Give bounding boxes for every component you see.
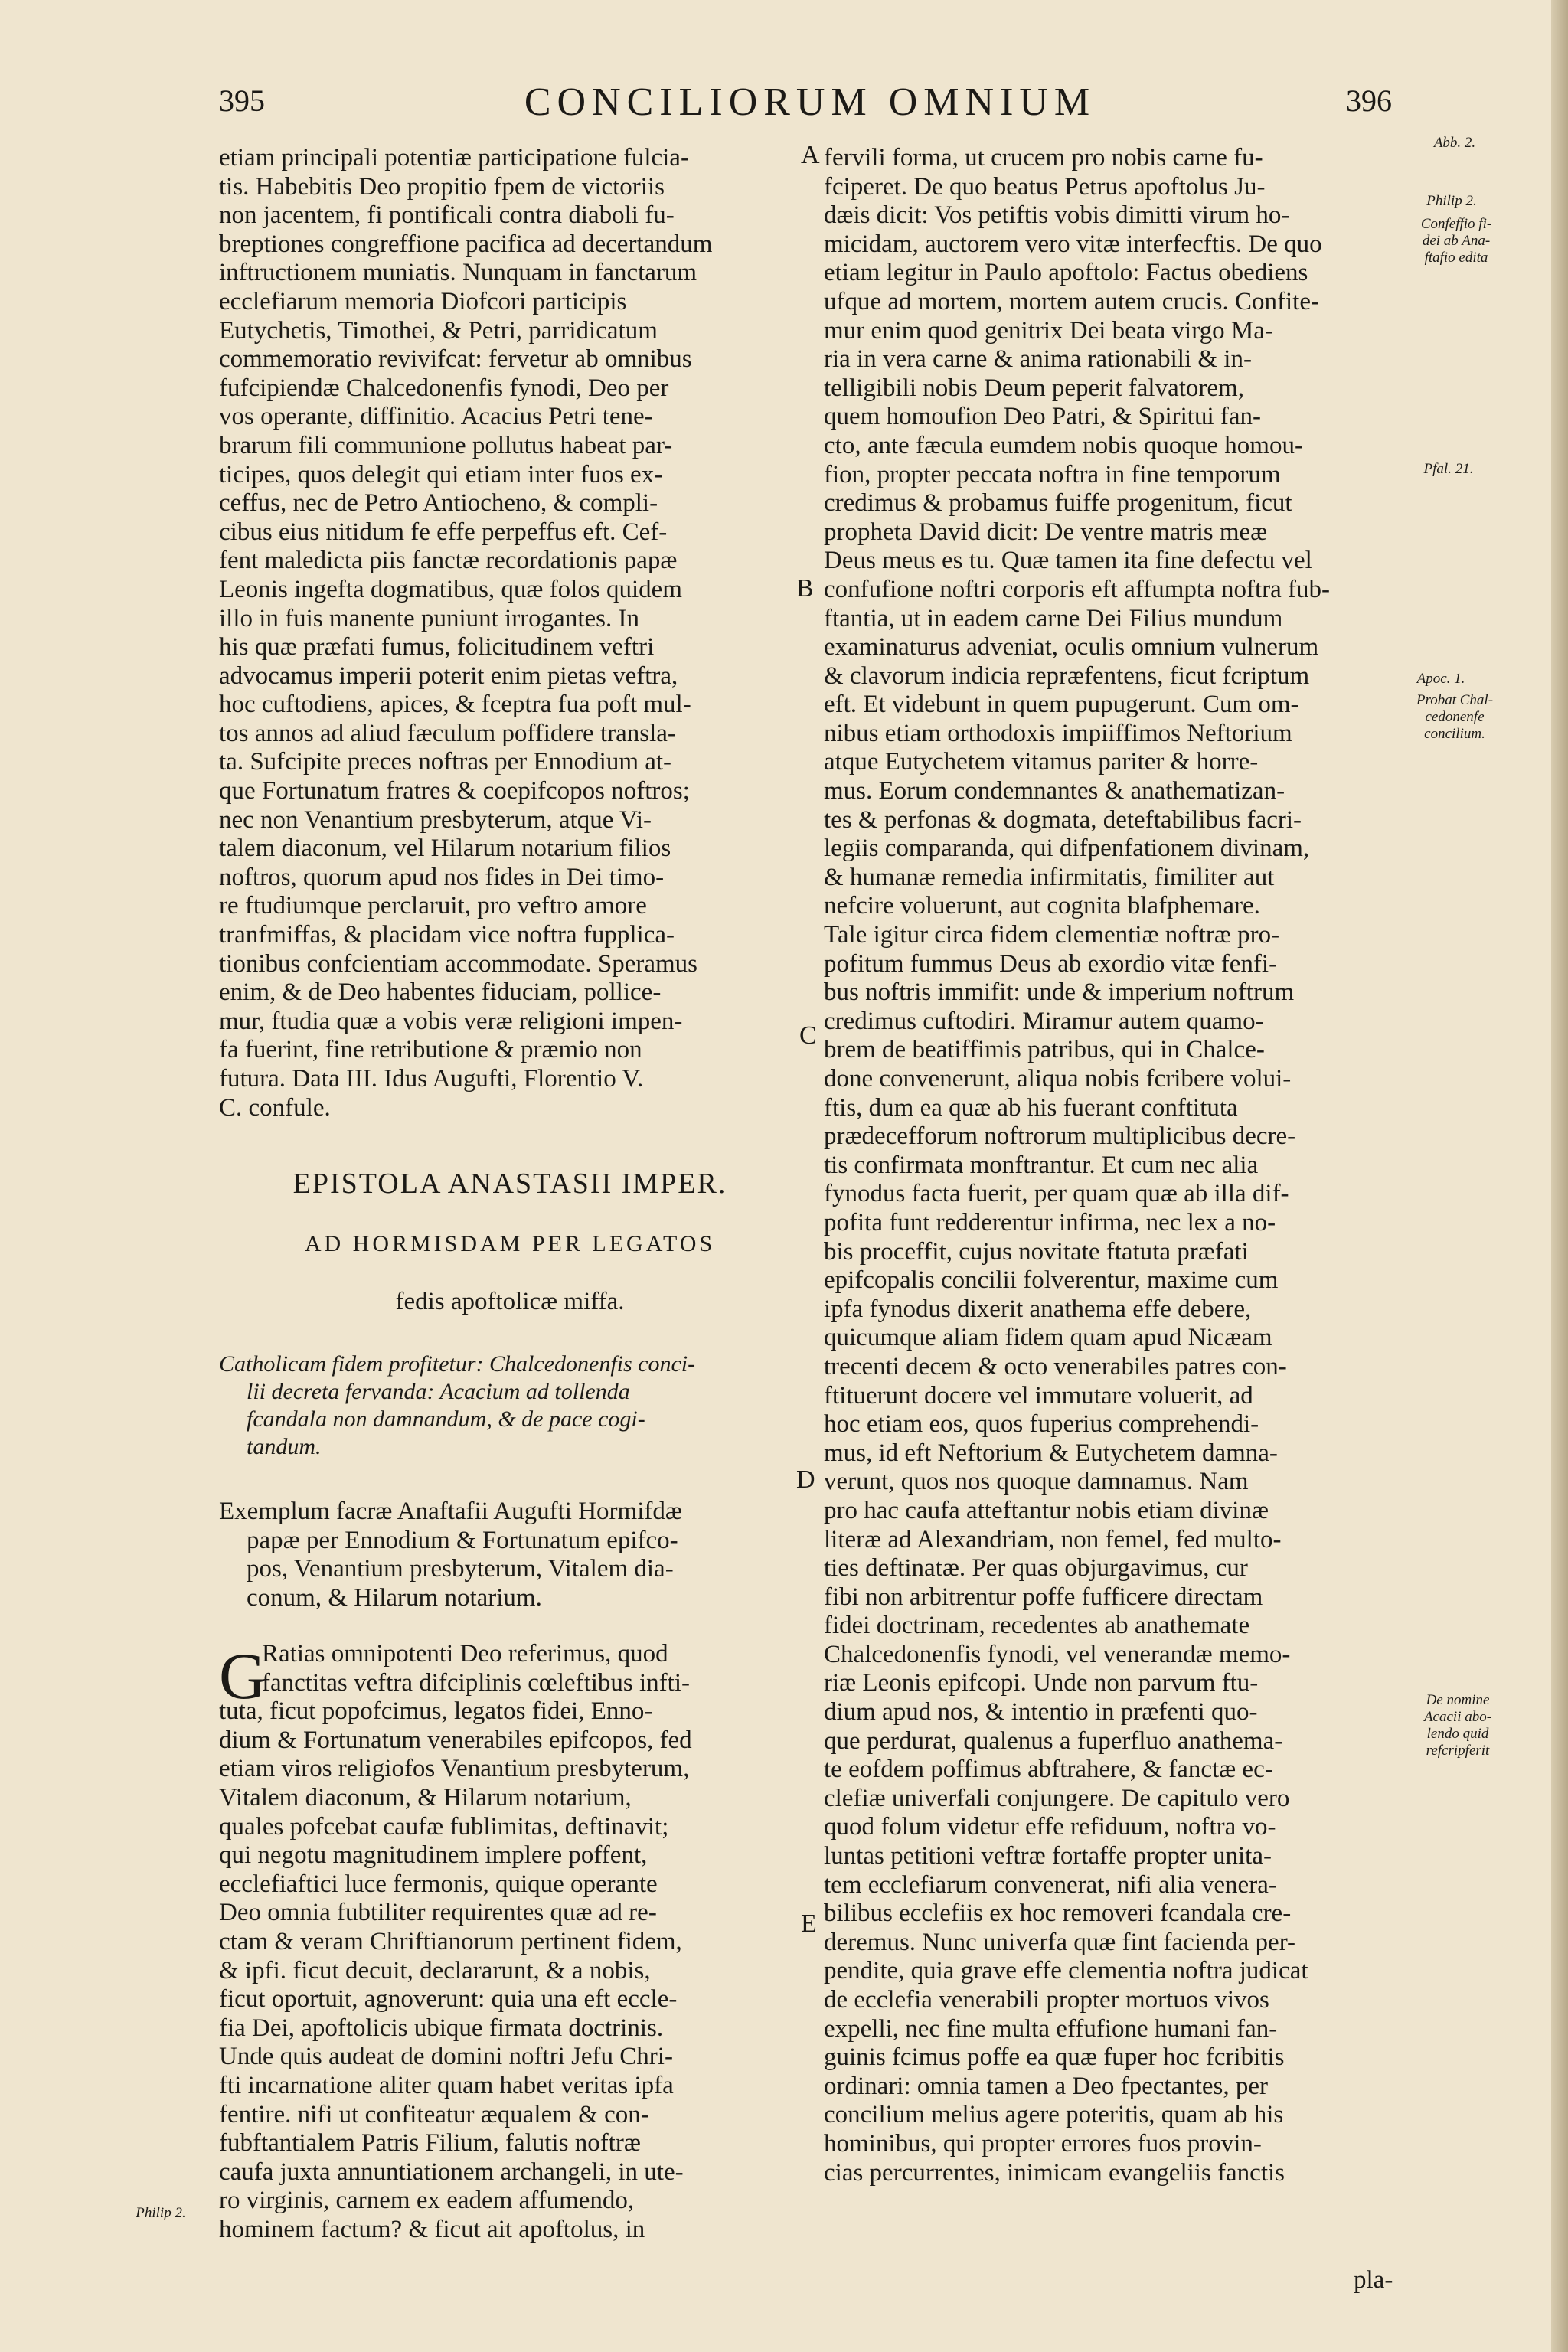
text-line: nibus etiam orthodoxis impiiffimos Neftorium: [824, 719, 1292, 747]
text-line: vos operante, diffinitio. Acacius Petri tene-: [219, 403, 653, 431]
exemplum-line: papæ per Ennodium & Fortunatum epifco-: [247, 1526, 678, 1554]
text-line: tos annos ad aliud fæculum poffidere transla-: [219, 719, 676, 747]
left-column-text: [219, 144, 801, 1122]
margin-note-philip: [1406, 193, 1498, 210]
section-letter-d: D: [796, 1465, 815, 1494]
text-line: fa fuerint, fine retributione & præmio non: [219, 1036, 642, 1064]
text-line: & humanæ remedia infirmitatis, fimiliter aut: [824, 863, 1275, 891]
text-line: prædecefforum noftrorum multiplicibus decre-: [824, 1122, 1296, 1151]
text-line: ipfa fynodus dixerit anathema effe debere,: [824, 1295, 1252, 1323]
margin-note-line: Confeffio fi-: [1420, 216, 1492, 232]
margin-note-line: Probat Chal-: [1416, 692, 1494, 708]
exemplum-line: pos, Venantium presbyterum, Vitalem dia-: [247, 1555, 674, 1583]
text-line: bis proceffit, cujus novitate ftatuta præfati: [824, 1237, 1249, 1266]
text-line: pro hac caufa atteftantur nobis etiam divinæ: [824, 1496, 1269, 1524]
drop-cap: G: [219, 1639, 267, 1713]
margin-note-line: Acacii abo-: [1423, 1709, 1492, 1725]
text-line: commemoratio revivifcat: fervetur ab omnibus: [219, 345, 692, 374]
text-line: hoc etiam eos, quos fuperius comprehendi-: [824, 1410, 1259, 1439]
text-line: credimus cuftodiri. Miramur autem quamo-: [824, 1007, 1264, 1035]
text-line: ceffus, nec de Petro Antiocheno, & compli-: [219, 489, 658, 518]
body-line: ecclefiaftici luce fermonis, quique operante: [219, 1870, 658, 1898]
text-line: Deus meus es tu. Quæ tamen ita fine defectu vel: [824, 547, 1312, 575]
text-line: verunt, quos nos quoque damnamus. Nam: [824, 1468, 1249, 1496]
text-line: tionibus confcientiam accommodate. Speramus: [219, 949, 697, 978]
page-gutter: [1551, 0, 1568, 2352]
text-line: ria in vera carne & anima rationabili & in-: [824, 345, 1252, 374]
body-line: ro virginis, carnem ex eadem affumendo,: [219, 2187, 635, 2215]
body-line: caufa juxta annuntiationem archangeli, in ute-: [219, 2158, 684, 2186]
body-line: fubftantialem Patris Filium, falutis noftræ: [219, 2129, 641, 2158]
text-line: atque Eutychetem vitamus pariter & horre-: [824, 748, 1259, 776]
text-line: quod folum videtur effe refiduum, noftra vo-: [824, 1813, 1276, 1841]
text-line: ftantia, ut in eadem carne Dei Filius mundum: [824, 604, 1283, 632]
text-line: re ftudiumque perclaruit, pro veftro amore: [219, 892, 647, 920]
margin-note-line: De nomine: [1426, 1692, 1490, 1708]
epistola-exemplum: [219, 1498, 801, 1612]
body-line: Ratias omnipotenti Deo referimus, quod: [262, 1640, 668, 1668]
epistola-body: [219, 1640, 801, 2244]
page-number-right: 396: [1346, 83, 1392, 118]
text-line: ties deftinatæ. Per quas objurgavimus, cur: [824, 1554, 1248, 1583]
text-line: etiam legitur in Paulo apoftolo: Factus obediens: [824, 259, 1308, 287]
text-line: etiam principali potentiæ participatione fulcia-: [219, 144, 689, 172]
text-line: brem de beatiffimis patribus, qui in Chalce-: [824, 1036, 1265, 1064]
text-line: quicumque aliam fidem quam apud Nicæam: [824, 1324, 1272, 1352]
text-line: fion, propter peccata noftra in fine temporum: [824, 460, 1281, 488]
text-line: fibi non arbitrentur poffe fufficere directam: [824, 1583, 1263, 1611]
margin-note-line: Pfal. 21.: [1423, 461, 1474, 477]
text-line: confufione noftri corporis eft affumpta noftra fub-: [824, 575, 1330, 603]
section-letter-b: B: [796, 574, 814, 603]
body-line: & ipfi. ficut decuit, declararunt, & a nobis,: [219, 1956, 651, 1984]
text-line: te eofdem poffimus abftrahere, & fanctæ ec-: [824, 1756, 1273, 1784]
text-line: fciperet. De quo beatus Petrus apoftolus Ju-: [824, 172, 1266, 201]
text-line: que Fortunatum fratres & coepifcopos noftros;: [219, 777, 690, 805]
text-line: legiis comparanda, qui difpenfationem divinam,: [824, 835, 1310, 863]
text-line: cto, ante fæcula eumdem nobis quoque homou-: [824, 431, 1303, 459]
text-line: ticipes, quos delegit qui etiam inter fuos ex-: [219, 460, 663, 488]
text-line: literæ ad Alexandriam, non femel, fed multo-: [824, 1525, 1282, 1553]
margin-note-psal: [1403, 461, 1494, 478]
epistola-title: EPISTOLA ANASTASII IMPER.: [292, 1168, 727, 1200]
text-line: trecenti decem & octo venerabiles patres con-: [824, 1352, 1287, 1380]
text-line: clefiæ univerfali conjungere. De capitulo vero: [824, 1784, 1290, 1812]
text-line: hominibus, qui propter errores fuos provin-: [824, 2129, 1262, 2158]
text-line: ecclefiarum memoria Diofcori participis: [219, 287, 627, 315]
body-line: etiam viros religiofos Venantium presbyterum,: [219, 1755, 690, 1783]
text-line: done convenerunt, aliqua nobis fcribere volui-: [824, 1065, 1292, 1093]
margin-note-line: dei ab Ana-: [1422, 233, 1491, 249]
text-line: brarum fili communione pollutus habeat par-: [219, 431, 673, 459]
text-line: cias percurrentes, inimicam evangeliis fanctis: [824, 2158, 1285, 2187]
text-line: telligibili nobis Deum peperit falvatorem,: [824, 374, 1244, 402]
margin-note-nomine: [1404, 1692, 1511, 1759]
body-line: fia Dei, apoftolicis ubique firmata doctrinis.: [219, 2014, 664, 2042]
text-line: non jacentem, fi pontificali contra diaboli fu-: [219, 201, 675, 230]
section-letter-a: A: [801, 141, 820, 169]
text-line: Eutychetis, Timothei, & Petri, parridicatum: [219, 316, 658, 345]
section-letter-c: C: [799, 1021, 817, 1050]
body-line: fentire. nifi ut confiteatur æqualem & con-: [219, 2100, 649, 2128]
text-line: eft. Et videbunt in quem pupugerunt. Cum om-: [824, 691, 1299, 719]
text-line: mur enim quod genitrix Dei beata virgo Ma-: [824, 316, 1273, 345]
exemplum-line: Exemplum facræ Anaftafii Augufti Hormifdæ: [219, 1498, 682, 1525]
exemplum-line: conum, & Hilarum notarium.: [247, 1583, 542, 1612]
text-line: illo in fuis manente puniunt irrogantes. In: [219, 604, 639, 632]
text-line: examinaturus adveniat, oculis omnium vulnerum: [824, 633, 1319, 662]
text-line: fent maledicta piis fanctæ recordationis papæ: [219, 547, 678, 575]
text-line: ordinari: omnia tamen a Deo fpectantes, per: [824, 2072, 1269, 2100]
text-line: ftis, dum ea quæ ab his fuerant conftituta: [824, 1093, 1238, 1122]
text-line: his quæ præfati fumus, folicitudinem veftri: [219, 633, 655, 662]
text-line: ftituerunt docere vel immutare voluerit, ad: [824, 1381, 1253, 1410]
text-line: advocamus imperii poterit enim pietas veftra,: [219, 662, 678, 690]
text-line: epifcopalis concilii folverentur, maxime cum: [824, 1266, 1279, 1295]
margin-note-confessio: [1403, 216, 1510, 266]
text-line: nec non Venantium presbyterum, atque Vi-: [219, 805, 652, 834]
margin-note-line: cedonenfe: [1425, 709, 1485, 725]
text-line: pofitum fummus Deus ab exordio vitæ fenfi-: [824, 949, 1278, 978]
body-line: ficut oportuit, agnoverunt: quia una eft eccle-: [219, 1985, 678, 2014]
body-line: Unde quis audeat de domini noftri Jefu Chri-: [219, 2043, 673, 2071]
section-letter-e: E: [801, 1909, 817, 1938]
margin-note-line: concilium.: [1424, 726, 1485, 742]
text-line: talem diaconum, vel Hilarum notarium filios: [219, 835, 671, 863]
text-line: dium apud nos, & intentio in præfenti quo-: [824, 1698, 1258, 1726]
text-line: breptiones congreffione pacifica ad decertandum: [219, 230, 713, 258]
text-line: dæis dicit: Vos petiftis vobis dimitti virum ho-: [824, 201, 1290, 230]
text-line: Leonis ingefta dogmatibus, quæ folos quidem: [219, 575, 682, 603]
catchword: pla-: [1354, 2266, 1393, 2294]
margin-note-line: Apoc. 1.: [1416, 671, 1465, 687]
margin-note-apoc: [1395, 671, 1487, 688]
running-title: CONCILIORUM OMNIUM: [524, 80, 1096, 124]
text-line: fervili forma, ut crucem pro nobis carne fu-: [824, 144, 1263, 172]
text-line: fynodus facta fuerit, per quam quæ ab illa dif-: [824, 1180, 1289, 1208]
right-column-text: [824, 144, 1413, 2187]
margin-note-line: lendo quid: [1426, 1726, 1489, 1742]
body-line: tuta, ficut popofcimus, legatos fidei, Enno-: [219, 1697, 653, 1726]
text-line: pendite, quia grave effe clementia noftra judicat: [824, 1957, 1308, 1985]
text-line: credimus & probamus fuiffe progenitum, ficut: [824, 489, 1292, 518]
margin-note-line: ftafio edita: [1424, 250, 1488, 266]
text-line: tis. Habebitis Deo propitio fpem de victoriis: [219, 172, 665, 201]
text-line: mur, ftudia quæ a vobis veræ religioni impen-: [219, 1007, 683, 1035]
text-line: micidam, auctorem vero vitæ interfecftis. De quo: [824, 230, 1322, 258]
text-line: ta. Sufcipite preces noftras per Ennodium at-: [219, 748, 672, 776]
text-line: riæ Leonis epifcopi. Unde non parvum ftu-: [824, 1669, 1259, 1697]
text-line: Tale igitur circa fidem clementiæ noftræ pro-: [824, 921, 1280, 949]
margin-note-probat: [1401, 692, 1508, 743]
text-line: Chalcedonenfis fynodi, vel venerandæ memo-: [824, 1640, 1291, 1668]
body-line: ctam & veram Chriftianorum pertinent fidem,: [219, 1927, 682, 1955]
text-line: ufque ad mortem, mortem autem crucis. Confite-: [824, 287, 1319, 315]
text-line: bilibus ecclefiis ex hoc removeri fcandala cre-: [824, 1900, 1292, 1928]
text-line: futura. Data III. Idus Augufti, Florentio V.: [219, 1065, 644, 1093]
text-line: de ecclefia venerabili propter mortuos vivos: [824, 1986, 1269, 2014]
body-line: fanctitas veftra difciplinis cœleftibus infti-: [262, 1668, 690, 1697]
body-line: fti incarnatione aliter quam habet veritas ipfa: [219, 2071, 674, 2099]
text-line: & clavorum indicia repræfentens, ficut fcriptum: [824, 662, 1310, 690]
summary-line: Catholicam fidem profitetur: Chalcedonenfis conci-: [219, 1351, 696, 1377]
summary-line: tandum.: [247, 1434, 322, 1459]
text-line: mus, id eft Neftorium & Eutychetem damna-: [824, 1439, 1278, 1467]
text-line: concilium melius agere poteritis, quam ab his: [824, 2101, 1284, 2129]
text-line: guinis fcimus poffe ea quæ fuper hoc fcribitis: [824, 2043, 1285, 2072]
margin-note-line: Philip 2.: [136, 2205, 186, 2221]
text-line: que perdurat, qualenus a fuperfluo anathema-: [824, 1726, 1283, 1755]
text-line: pofita funt redderentur infirma, nec lex a no-: [824, 1208, 1276, 1236]
margin-note-philip-left: [115, 2205, 207, 2222]
text-line: cibus eius nitidum fe effe perpeffus eft. Cef-: [219, 518, 668, 546]
epistola-summary: [219, 1351, 801, 1461]
summary-line: lii decreta fervanda: Acacium ad tollenda: [247, 1379, 630, 1404]
text-line: nefcire voluerunt, aut cognita blafphemare.: [824, 892, 1260, 920]
text-line: propheta David dicit: De ventre matris meæ: [824, 518, 1268, 546]
text-line: tes & perfonas & dogmata, deteftabilibus facri-: [824, 805, 1302, 834]
margin-note-abb: [1409, 135, 1501, 152]
text-line: hoc cuftodiens, apices, & fceptra fua poft mul-: [219, 691, 691, 719]
text-line: tranfmiffas, & placidam vice noftra fupplica-: [219, 921, 675, 949]
text-line: deremus. Nunc univerfa quæ fint facienda per-: [824, 1928, 1296, 1956]
text-line: inftructionem muniatis. Nunquam in fanctarum: [219, 259, 697, 287]
text-line: expelli, nec fine multa effufione humani fan-: [824, 2014, 1278, 2043]
text-line: fidei doctrinam, recedentes ab anathemate: [824, 1612, 1250, 1640]
text-line: quem homoufion Deo Patri, & Spiritui fan-: [824, 403, 1262, 431]
text-line: fufcipiendæ Chalcedonenfis fynodi, Deo per: [219, 374, 669, 402]
page-number-left: 395: [219, 83, 265, 118]
body-line: Vitalem diaconum, & Hilarum notarium,: [219, 1783, 632, 1811]
summary-line: fcandala non damnandum, & de pace cogi-: [247, 1406, 645, 1432]
body-line: hominem factum? & ficut ait apoftolus, in: [219, 2215, 645, 2243]
body-line: qui negotu magnitudinem implere poffent,: [219, 1841, 648, 1870]
text-line: C. confule.: [219, 1093, 331, 1122]
text-line: mus. Eorum condemnantes & anathematizan-: [824, 777, 1285, 805]
text-line: bus noftris immifit: unde & imperium noftrum: [824, 978, 1295, 1007]
text-line: noftros, quorum apud nos fides in Dei timo-: [219, 863, 665, 891]
epistola-subtitle: AD HORMISDAM PER LEGATOS: [304, 1231, 716, 1256]
body-line: quales pofcebat caufæ fublimitas, deftinavit;: [219, 1812, 669, 1841]
text-line: enim, & de Deo habentes fiduciam, pollice-: [219, 978, 662, 1007]
body-line: dium & Fortunatum venerabiles epifcopos, fed: [219, 1726, 692, 1754]
margin-note-line: Philip 2.: [1426, 193, 1477, 209]
epistola-subtitle-line2: fedis apoftolicæ miffa.: [395, 1288, 625, 1315]
body-line: Deo omnia fubtiliter requirentes quæ ad re-: [219, 1899, 657, 1927]
margin-note-line: refcripferit: [1426, 1743, 1490, 1759]
text-line: tis confirmata monftrantur. Et cum nec alia: [824, 1151, 1259, 1179]
text-line: tem ecclefiarum convenerat, nifi alia venera-: [824, 1870, 1277, 1899]
text-line: luntas petitioni veftræ fortaffe propter unita-: [824, 1842, 1272, 1870]
margin-note-line: Abb. 2.: [1433, 135, 1476, 151]
